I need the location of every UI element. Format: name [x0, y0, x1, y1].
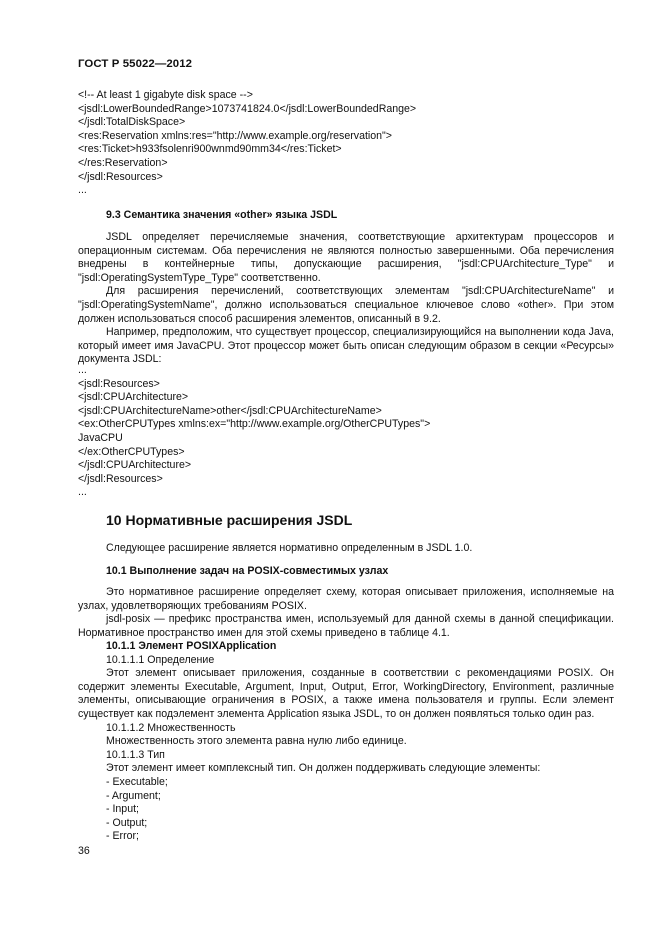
code-line: <jsdl:CPUArchitecture> [78, 391, 189, 404]
list-item: - Input; [106, 803, 139, 816]
list-item: - Output; [106, 816, 148, 829]
xml-code-block-2 [78, 364, 614, 500]
code-line: <!-- At least 1 gigabyte disk space --> [78, 89, 253, 101]
list-item: - Executable; [106, 775, 168, 788]
section-10-1-1-heading [78, 640, 614, 654]
section-10-1-1 [78, 640, 614, 844]
code-line: <jsdl:LowerBoundedRange>1073741824.0</jsdl:LowerBoundedRange> [78, 102, 417, 115]
type-text: Этот элемент имеет комплексный тип. Он должен поддерживать следующие элементы: [106, 762, 541, 775]
paragraph: Например, предположим, что существует процессор, специализирующийся на выполнении кода Java, который имеет имя JavaCPU. Этот процессор может быть описан следующим образом в секции «Ресурсы» документа JSDL: [78, 326, 614, 366]
document-header: ГОСТ Р 55022—2012 [78, 58, 193, 70]
section-10-1-body [78, 586, 614, 640]
code-line: </jsdl:Resources> [78, 170, 163, 183]
section-9-3-body [78, 231, 614, 367]
code-line: JavaCPU [78, 431, 123, 444]
paragraph: JSDL определяет перечисляемые значения, соответствующие архитектурам процессоров и операционным системам. Оба перечисления не являются полностью завершенными. Оба перечисления внедрены в контейнерные типы, допускающие расширения, "jsdl:CPUArchitecture_Type" и "jsdl:OperatingSystemType_Type" соответственно. [78, 231, 614, 284]
code-line: </jsdl:TotalDiskSpace> [78, 116, 186, 129]
page-number: 36 [78, 845, 90, 857]
code-line: </jsdl:CPUArchitecture> [78, 459, 192, 472]
section-9-3-heading: 9.3 Семантика значения «other» языка JSDL [106, 209, 338, 221]
paragraph: Это нормативное расширение определяет схему, которая описывает приложения, исполняемые на узлах, удовлетворяющих требованиям POSIX. [78, 586, 614, 612]
paragraph: Этот элемент описывает приложения, созданные в соответствии с рекомендациями POSIX. Он содержит элементы Executable, Argument, Input, Output, Error, WorkingDirectory, Environment, различные элементы, описывающие ограничения в POSIX, а также имена пользователя и группы. Если элемент существует как подэлемент элемента Application языка JSDL, то он должен появляться только один раз. [78, 667, 614, 720]
section-10-heading: 10 Нормативные расширения JSDL [106, 512, 353, 528]
code-line: </ex:OtherCPUTypes> [78, 445, 185, 458]
code-line: <jsdl:Resources> [78, 377, 160, 390]
code-line: </jsdl:Resources> [78, 472, 163, 485]
code-line: <ex:OtherCPUTypes xmlns:ex="http://www.example.org/OtherCPUTypes"> [78, 418, 431, 431]
multiplicity-heading: 10.1.1.2 Множественность [106, 721, 236, 734]
multiplicity-text: Множественность этого элемента равна нулю либо единице. [106, 735, 407, 748]
paragraph: Для расширения перечислений, соответствующих элементам "jsdl:CPUArchitectureName" и "jsdl:OperatingSystemName", должно использоваться специальное ключевое слово «other». При этом должен использоваться способ расширения элементов, описанный в 9.2. [78, 285, 614, 325]
code-line: ... [78, 486, 87, 499]
xml-code-block-1 [78, 89, 614, 198]
list-item: - Argument; [106, 789, 161, 802]
code-line: <res:Reservation xmlns:res="http://www.example.org/reservation"> [78, 129, 392, 142]
section-10-1-heading: 10.1 Выполнение задач на POSIX-совместимых узлах [106, 565, 389, 577]
heading-prefix: 10.1.1 Элемент [106, 640, 187, 652]
code-line: ... [78, 184, 87, 197]
element-name: POSIXApplication [186, 640, 277, 652]
code-line: <jsdl:CPUArchitectureName>other</jsdl:CPUArchitectureName> [78, 404, 382, 417]
list-item: - Error; [106, 830, 139, 843]
type-heading: 10.1.1.3 Тип [106, 748, 165, 761]
paragraph: jsdl-posix — префикс пространства имен, используемый для данной схемы в данной спецификации. Нормативное пространство имен для этой схемы приведено в таблице 4.1. [78, 613, 614, 639]
code-line: ... [78, 364, 87, 376]
section-10-intro: Следующее расширение является нормативно определенным в JSDL 1.0. [106, 542, 473, 554]
code-line: <res:Ticket>h933fsolenri900wnmd90mm34</res:Ticket> [78, 143, 342, 156]
code-line: </res:Reservation> [78, 156, 168, 169]
definition-heading: 10.1.1.1 Определение [106, 653, 215, 666]
definition-body [78, 667, 614, 721]
